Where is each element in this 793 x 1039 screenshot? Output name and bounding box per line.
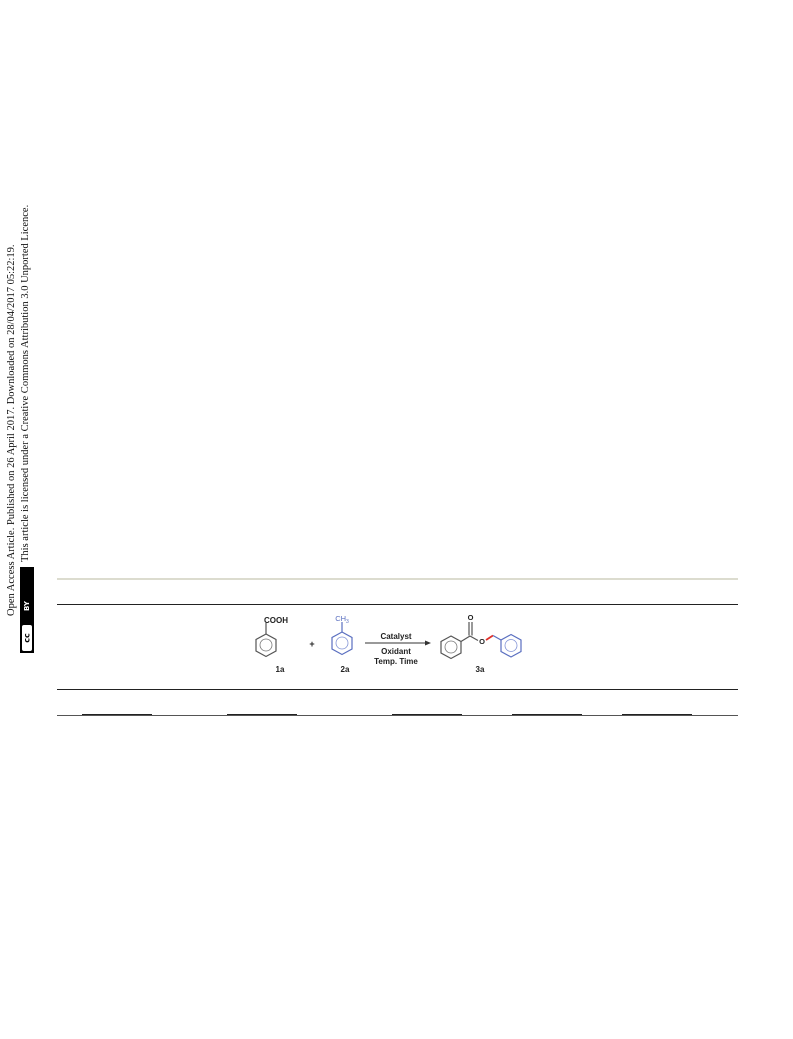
methyl-label: $CH_3$ (335, 614, 349, 625)
compound-label-1a: 1a (275, 665, 285, 674)
license-text: This article is licensed under a Creative Commons Attribution 3.0 Unported Licence. (20, 204, 31, 562)
carbonyl-oxygen-label: O (467, 613, 474, 622)
plus-sign: + (309, 639, 315, 649)
compound-label-3a: 3a (475, 665, 485, 674)
table-header-rule (57, 689, 738, 690)
publication-info-text: Open Access Article. Published on 26 April 2017. Downloaded on 28/04/2017 05:22:19. (6, 244, 17, 616)
column-header-underline (82, 714, 152, 715)
compound-label-2a: 2a (340, 665, 350, 674)
cooh-label: COOH (264, 616, 288, 625)
column-header-underline (392, 714, 462, 715)
cc-by-badge (20, 567, 34, 653)
new-bond-highlight (486, 636, 493, 641)
cc-logo-text: cc (22, 633, 32, 643)
ester-oxygen-label: O (479, 637, 485, 646)
table-top-rule (57, 604, 738, 605)
table-column-rule (57, 715, 738, 716)
benzoic-acid-structure (256, 616, 288, 674)
reaction-arrow (365, 632, 431, 666)
column-header-underline (622, 714, 692, 715)
catalyst-condition: Catalyst (380, 632, 412, 641)
toluene-structure (332, 614, 352, 674)
cc-by-text: BY (23, 600, 31, 612)
column-header-underline (512, 714, 582, 715)
left-margin-sidebar (0, 0, 42, 1039)
benzyl-benzoate-structure (441, 613, 521, 674)
cc-logo-icon (21, 624, 33, 652)
section-divider (57, 578, 738, 580)
column-header-underline (227, 714, 297, 715)
oxidant-condition: Oxidant (381, 647, 411, 656)
reaction-scheme (245, 608, 545, 688)
temp-time-condition: Temp. Time (374, 657, 418, 666)
